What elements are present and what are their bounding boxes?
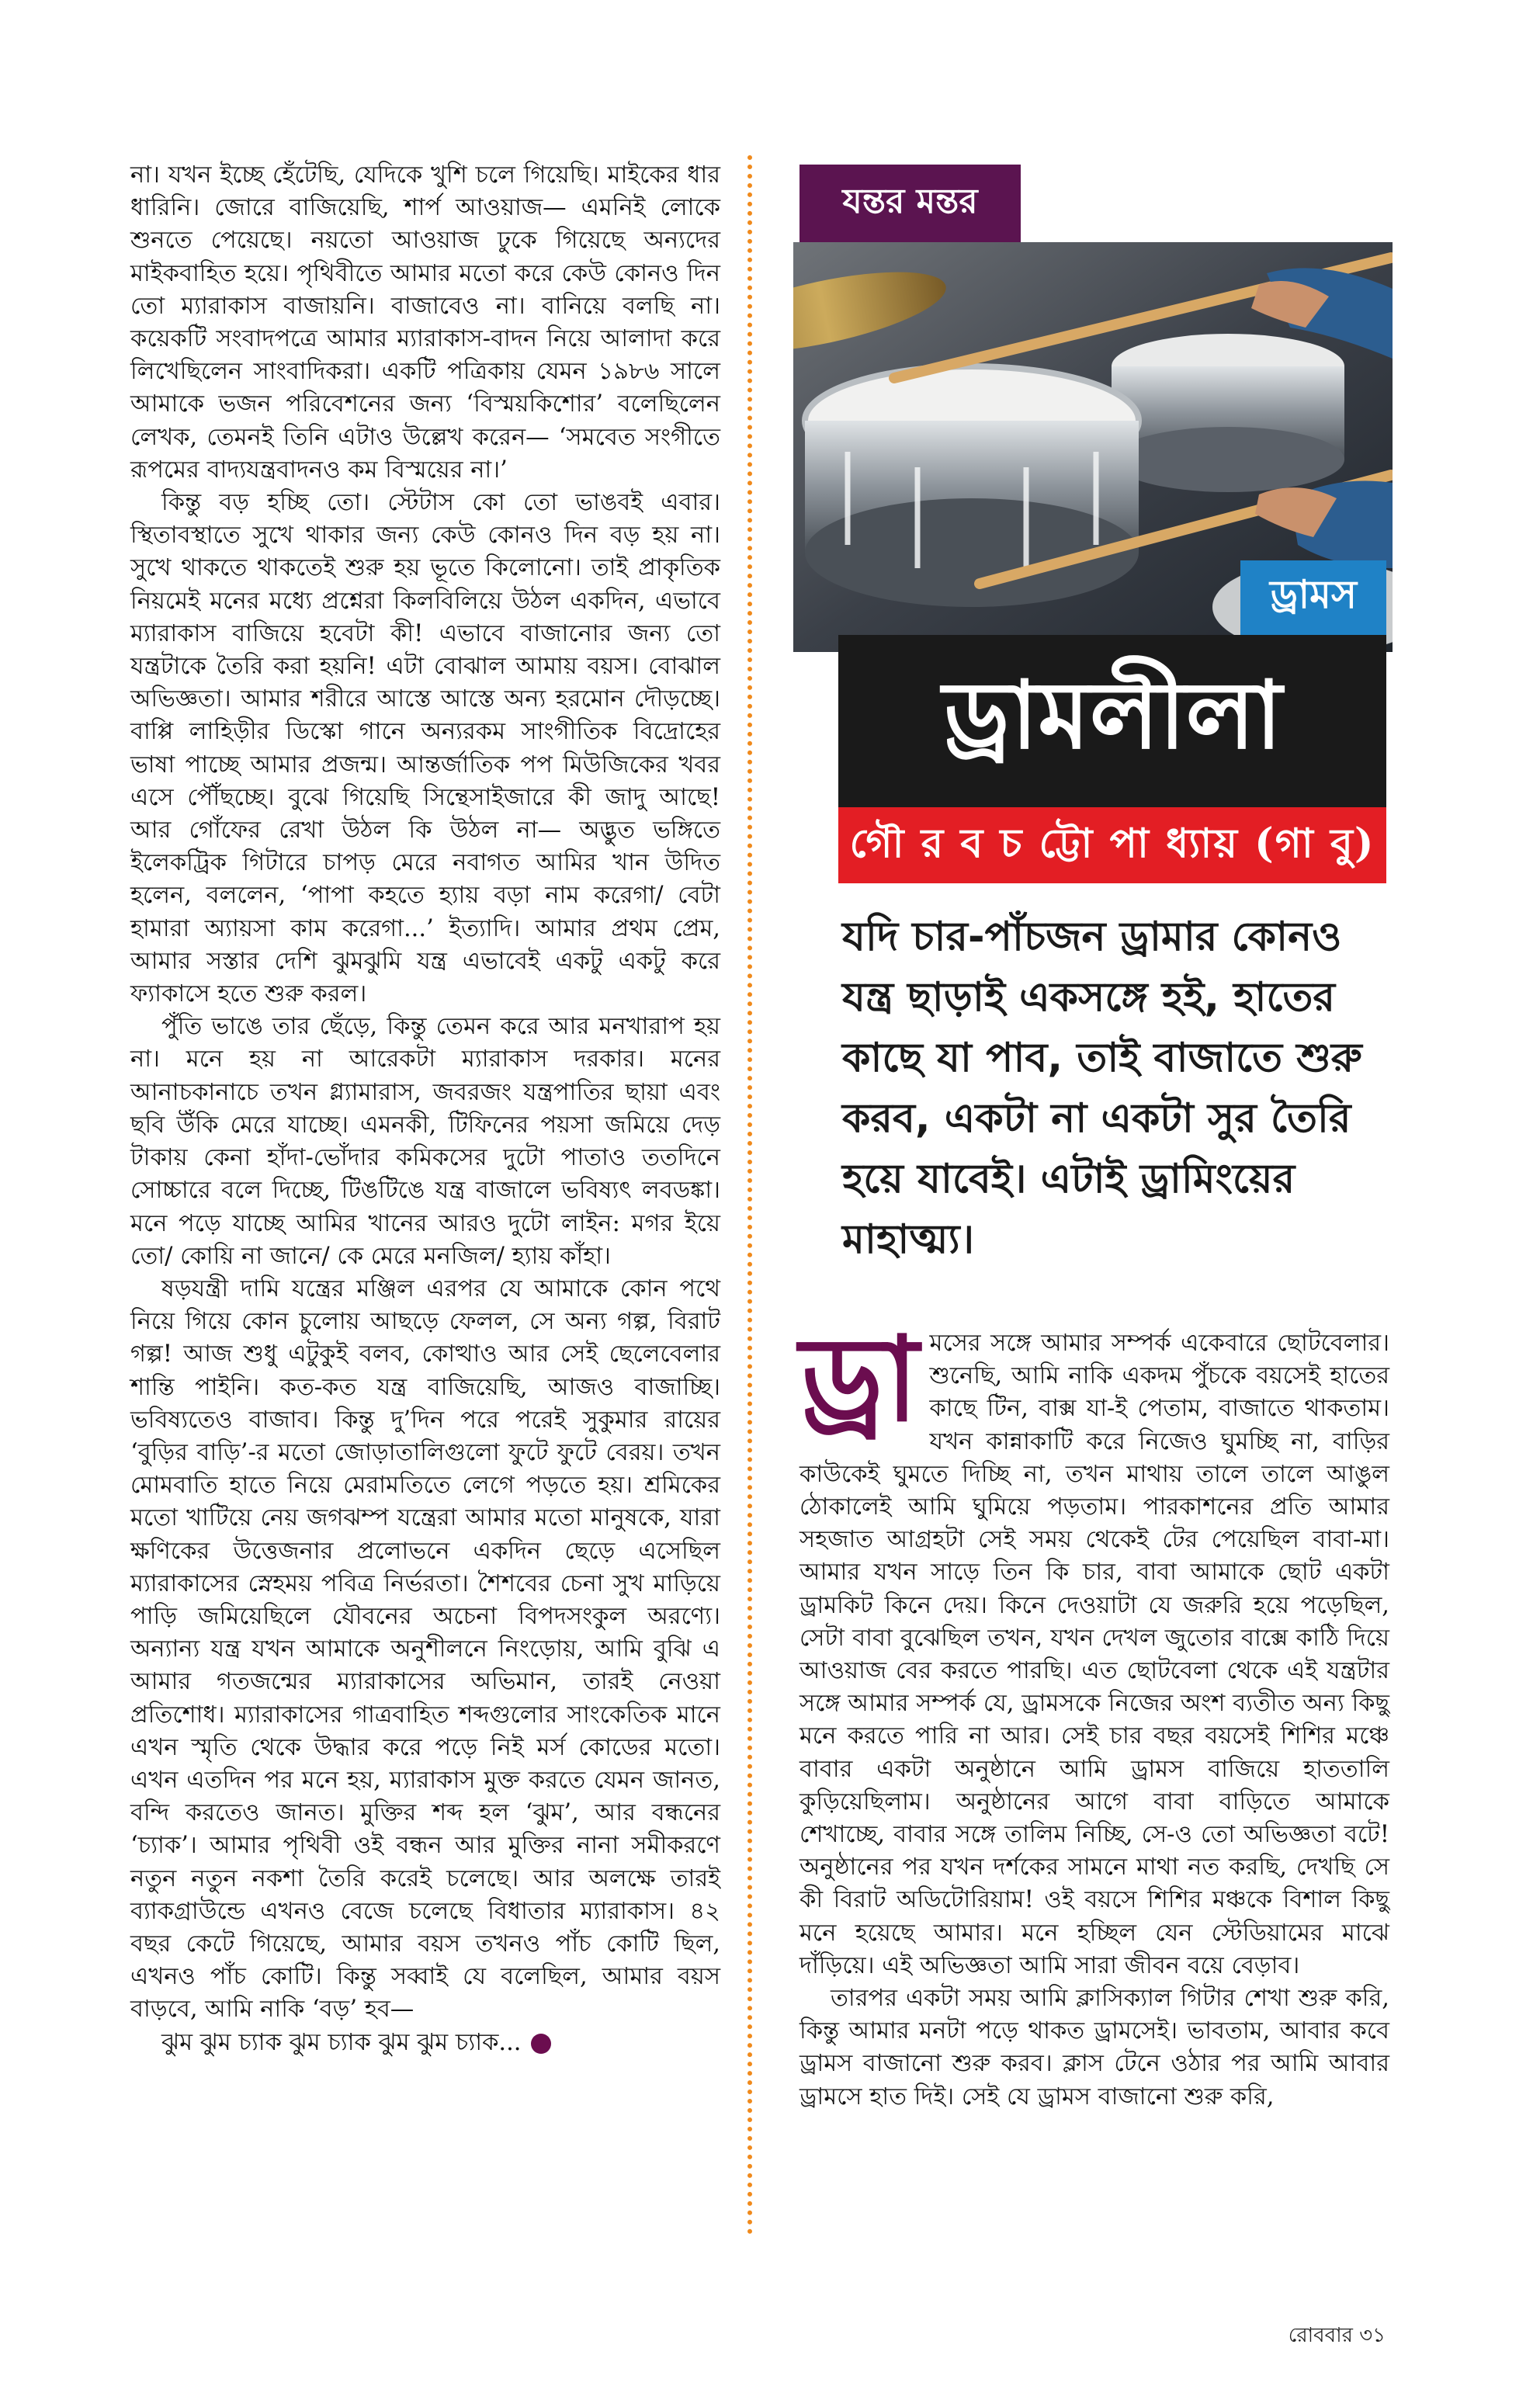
page-footer: রোববার ৩১ — [1288, 2324, 1386, 2347]
pull-quote: যদি চার-পাঁচজন ড্রামার কোনও যন্ত্র ছাড়াই একসঙ্গে হই, হাতের কাছে যা পাব, তাই বাজাতে শুরু করব, একটা না একটা সুর তৈরি হয়ে যাবেই। এটাই ড্রামিংয়ের মাহাত্ম্য। — [842, 914, 1362, 1263]
left-paragraph-5 — [130, 2027, 720, 2059]
photo-label: ড্রামস — [1240, 560, 1386, 635]
right-paragraph-1-text: মসের সঙ্গে আমার সম্পর্ক একেবারে ছোটবেলার। শুনেছি, আমি নাকি একদম পুঁচকে বয়সেই হাতের কাছে টিন, বাক্স যা-ই পেতাম, বাজাতে থাকতাম। যখন কান্নাকাটি করে নিজেও ঘুমচ্ছি না, বাড়ির কাউকেই ঘুমতে দিচ্ছি না, তখন মাথায় তালে তালে আঙুল ঠোকালেই আমি ঘুমিয়ে পড়তাম। পারকাশনের প্রতি আমার সহজাত আগ্রহটা সেই সময় থেকেই টের পেয়েছিল বাবা-মা। আমার যখন সাড়ে তিন কি চার, বাবা আমাকে ছোট একটা ড্রামকিট কিনে দেয়। কিনে দেওয়াটা যে জরুরি হয়ে পড়েছিল, সেটা বাবা বুঝেছিল তখন, যখন দেখল জুতোর বাক্সে কাঠি দিয়ে আওয়াজ বের করতে পারছি। এত ছোটবেলা থেকে এই যন্ত্রটার সঙ্গে আমার সম্পর্ক যে, ড্রামসকে নিজের অংশ ব্যতীত অন্য কিছু মনে করতে পারি না আর। সেই চার বছর বয়সেই শিশির মঞ্চে বাবার একটা অনুষ্ঠানে আমি ড্রামস বাজিয়ে হাততালি কুড়িয়েছিলাম। অনুষ্ঠানের আগে বাবা বাড়িতে আমাকে শেখাচ্ছে, বাবার সঙ্গে তালিম নিচ্ছি, সে-ও তো অভিজ্ঞতা বটে! অনুষ্ঠানের পর যখন দর্শকের সামনে মাথা নত করছি, দেখছি সে কী বিরাট অডিটোরিয়াম! ওই বয়সে শিশির মঞ্চকে বিশাল কিছু মনে হয়েছে আমার। মনে হচ্ছিল যেন স্টেডিয়ামের মাঝে দাঁড়িয়ে। এই অভিজ্ঞতা আমি সারা জীবন বয়ে বেড়াব। — [799, 1330, 1389, 1979]
drop-cap: ড্রা — [799, 1313, 919, 1448]
section-tag: যন্তর মন্তর — [799, 165, 1021, 242]
author-byline: গৌ র ব চ ট্টো পা ধ্যায় (গা বু) — [838, 807, 1386, 883]
left-paragraph-1: না। যখন ইচ্ছে হেঁটেছি, যেদিকে খুশি চলে গিয়েছি। মাইকের ধার ধারিনি। জোরে বাজিয়েছি, শার্প আওয়াজ— এমনিই লোকে শুনতে পেয়েছে। নয়তো আওয়াজ ঢুকে গিয়েছে অন্যদের মাইকবাহিত হয়ে। পৃথিবীতে আমার মতো করে কেউ কোনও দিন তো ম্যারাকাস বাজায়নি। বাজাবেও না। বানিয়ে বলছি না। কয়েকটি সংবাদপত্রে আমার ম্যারাকাস-বাদন নিয়ে আলাদা করে লিখেছিলেন সাংবাদিকরা। একটি পত্রিকায় যেমন ১৯৮৬ সালে আমাকে ভজন পরিবেশনের জন্য ‘বিস্ময়কিশোর’ বলেছিলেন লেখক, তেমনই তিনি এটাও উল্লেখ করেন— ‘সমবেত সংগীতে রূপমের বাদ্যযন্ত্রবাদনও কম বিস্ময়ের না।’ — [130, 161, 720, 484]
left-paragraph-2: কিন্তু বড় হচ্ছি তো। স্টেটাস কো তো ভাঙবই এবার। স্থিতাবস্থাতে সুখে থাকার জন্য কেউ কোনও দিন বড় হয় না। সুখে থাকতে থাকতেই শুরু হয় ভূতে কিলোনো। তাই প্রাকৃতিক নিয়মেই মনের মধ্যে প্রশ্নেরা কিলবিলিয়ে উঠল একদিন, এভাবে ম্যারাকাস বাজিয়ে হবেটা কী! এভাবে বাজানোর জন্য তো যন্ত্রটাকে তৈরি করা হয়নি! এটা বোঝাল আমায় বয়স। বোঝাল অভিজ্ঞতা। আমার শরীরে আস্তে আস্তে অন্য হরমোন দৌড়চ্ছে। বাপ্পি লাহিড়ীর ডিস্কো গানে অন্যরকম সাংগীতিক বিদ্রোহের ভাষা পাচ্ছে আমার প্রজন্ম। আন্তর্জাতিক পপ মিউজিকের খবর এসে পৌঁছচ্ছে। বুঝে গিয়েছি সিন্থেসাইজারে কী জাদু আছে! আর গোঁফের রেখা উঠল কি উঠল না— অদ্ভুত ভঙ্গিতে ইলেকট্রিক গিটারে চাপড় মেরে নবাগত আমির খান উদিত হলেন, বললেন, ‘পাপা কহতে হ্যায় বড়া নাম করেগা/ বেটা হামারা অ্যায়সা কাম করেগা...’ ইত্যাদি। আমার প্রথম প্রেম, আমার সস্তার দেশি ঝুমঝুমি যন্ত্র এভাবেই একটু একটু করে ফ্যাকাসে হতে শুরু করল। — [130, 489, 720, 1008]
left-column — [130, 159, 720, 2059]
right-paragraph-2: তারপর একটা সময় আমি ক্লাসিক্যাল গিটার শেখা শুরু করি, কিন্তু আমার মনটা পড়ে থাকত ড্রামসেই। ভাবতাম, আবার কবে ড্রামস বাজানো শুরু করব। ক্লাস টেনে ওঠার পর আমি আবার ড্রামসে হাত দিই। সেই যে ড্রামস বাজানো শুরু করি, — [799, 1985, 1389, 2110]
left-paragraph-3: পুঁতি ভাঙে তার ছেঁড়ে, কিন্তু তেমন করে আর মনখারাপ হয় না। মনে হয় না আরেকটা ম্যারাকাস দরকার। মনের আনাচকানাচে তখন গ্ল্যামারাস, জবরজং যন্ত্রপাতির ছায়া এবং ছবি উঁকি মেরে যাচ্ছে। এমনকী, টিফিনের পয়সা জমিয়ে দেড় টাকায় কেনা হাঁদা-ভোঁদার কমিকসের দুটো পাতাও ততদিনে সোচ্চারে বলে দিচ্ছে, টিঙটিঙে যন্ত্র বাজালে ভবিষ্যৎ লবডঙ্কা। মনে পড়ে যাচ্ছে আমির খানের আরও দুটো লাইন: মগর ইয়ে তো/ কোয়ি না জানে/ কে মেরে মনজিল/ হ্যায় কাঁহা। — [130, 1013, 720, 1270]
closing-line: ঝুম ঝুম চ্যাক ঝুম চ্যাক ঝুম ঝুম চ্যাক... — [161, 2028, 522, 2056]
end-mark-icon — [531, 2034, 551, 2054]
right-paragraph-1 — [799, 1313, 1389, 1982]
right-column — [799, 1313, 1389, 2114]
column-divider — [747, 155, 752, 2235]
article-title: ড্রামলীলা — [838, 635, 1386, 807]
left-paragraph-4: ষড়যন্ত্রী দামি যন্ত্রের মঞ্জিল এরপর যে আমাকে কোন পথে নিয়ে গিয়ে কোন চুলোয় আছড়ে ফেলল, সে অন্য গল্প, বিরাট গল্প! আজ শুধু এটুকুই বলব, কোত্থাও আর সেই ছেলেবেলার শান্তি পাইনি। কত-কত যন্ত্র বাজিয়েছি, আজও বাজাচ্ছি। ভবিষ্যতেও বাজাব। কিন্তু দু’দিন পরে পরেই সুকুমার রায়ের ‘বুড়ির বাড়ি’-র মতো জোড়াতালিগুলো ফুটে ফুটে বেরয়। তখন মোমবাতি হাতে নিয়ে মেরামতিতে লেগে পড়তে হয়। শ্রমিকের মতো খাটিয়ে নেয় জগঝম্প যন্ত্রেরা আমার মতো মানুষকে, যারা ক্ষণিকের উত্তেজনার প্রলোভনে একদিন ছেড়ে এসেছিল ম্যারাকাসের স্নেহময় পবিত্র নির্ভরতা। শৈশবের চেনা সুখ মাড়িয়ে পাড়ি জমিয়েছিলে যৌবনের অচেনা বিপদসংকুল অরণ্যে। অন্যান্য যন্ত্র যখন আমাকে অনুশীলনে নিংড়োয়, আমি বুঝি এ আমার গতজন্মের ম্যারাকাসের অভিমান, তারই নেওয়া প্রতিশোধ। ম্যারাকাসের গাত্রবাহিত শব্দগুলোর সাংকেতিক মানে এখন স্মৃতি থেকে উদ্ধার করে পড়ে নিই মর্স কোডের মতো। এখন এতদিন পর মনে হয়, ম্যারাকাস মুক্ত করতে যেমন জানত, বন্দি করতেও জানত। মুক্তির শব্দ হল ‘ঝুম’, আর বন্ধনের ‘চ্যাক’। আমার পৃথিবী ওই বন্ধন আর মুক্তির নানা সমীকরণে নতুন নতুন নকশা তৈরি করেই চলেছে। আর অলক্ষে তারই ব্যাকগ্রাউন্ডে এখনও বেজে চলেছে বিধাতার ম্যারাকাস। ৪২ বছর কেটে গিয়েছে, আমার বয়স তখনও পাঁচ কোটি ছিল, এখনও পাঁচ কোটি। কিন্তু সব্বাই যে বলেছিল, আমার বয়স বাড়বে, আমি নাকি ‘বড়’ হব— — [130, 1275, 720, 2024]
